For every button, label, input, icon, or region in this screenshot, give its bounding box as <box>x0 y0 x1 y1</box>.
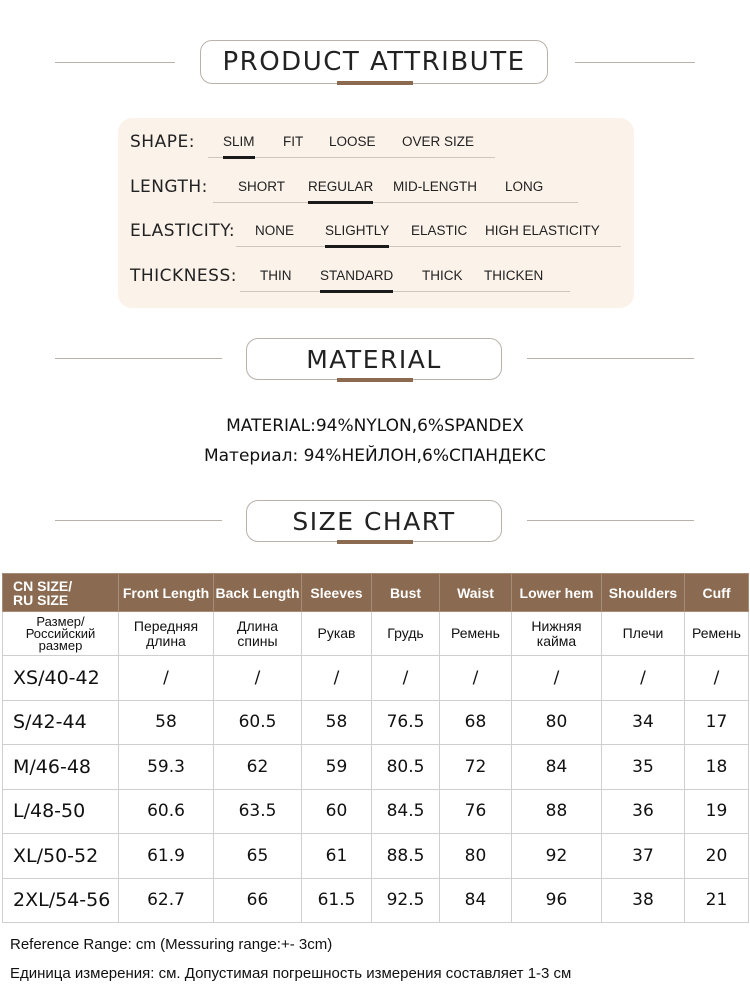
table-row <box>3 878 749 923</box>
measurement-cell: / <box>214 656 302 701</box>
attr-row-thickness <box>118 264 634 294</box>
measurement-cell: 96 <box>512 878 602 923</box>
attr-row-elasticity <box>118 219 634 249</box>
measurement-cell: / <box>602 656 685 701</box>
attr-option: SLIGHTLY <box>325 223 389 238</box>
material-en: MATERIAL:94%NYLON,6%SPANDEX <box>226 416 524 436</box>
measurement-cell: 60 <box>302 789 372 834</box>
measurement-cell: / <box>440 656 512 701</box>
table-header-row <box>3 574 749 612</box>
measurement-cell: 19 <box>685 789 749 834</box>
column-header: Cuff <box>685 574 749 612</box>
measurement-cell: 62.7 <box>119 878 214 923</box>
selected-mark <box>223 156 255 159</box>
measurement-cell: 88.5 <box>372 834 440 879</box>
selected-mark <box>320 290 393 293</box>
divider-line <box>527 358 694 359</box>
measurement-cell: 20 <box>685 834 749 879</box>
measurement-cell: 68 <box>440 700 512 745</box>
attr-option: LOOSE <box>329 134 376 149</box>
measurement-cell: 35 <box>602 745 685 790</box>
column-subheader: Грудь <box>372 612 440 656</box>
size-label-cell: S/42-44 <box>3 700 119 745</box>
measurement-cell: / <box>372 656 440 701</box>
section-title-attribute: PRODUCT ATTRIBUTE <box>200 40 548 84</box>
column-header: CN SIZE/ RU SIZE <box>3 574 119 612</box>
measurement-cell: 92 <box>512 834 602 879</box>
measurement-cell: 60.6 <box>119 789 214 834</box>
attr-option: SLIM <box>223 134 255 149</box>
measurement-cell: 84 <box>440 878 512 923</box>
measurement-cell: 36 <box>602 789 685 834</box>
attr-baseline <box>240 291 570 292</box>
attr-option: MID-LENGTH <box>393 179 477 194</box>
table-subheader-row <box>3 612 749 656</box>
measurement-cell: 61.9 <box>119 834 214 879</box>
column-header: Sleeves <box>302 574 372 612</box>
column-header: Front Length <box>119 574 214 612</box>
attr-option: ELASTIC <box>411 223 468 238</box>
footnote-en: Reference Range: cm (Messuring range:+- 3cm) <box>10 936 333 953</box>
attr-baseline <box>213 202 578 203</box>
measurement-cell: 72 <box>440 745 512 790</box>
size-label-cell: M/46-48 <box>3 745 119 790</box>
measurement-cell: 76.5 <box>372 700 440 745</box>
measurement-cell: 18 <box>685 745 749 790</box>
measurement-cell: 88 <box>512 789 602 834</box>
measurement-cell: 63.5 <box>214 789 302 834</box>
measurement-cell: / <box>119 656 214 701</box>
attr-option: OVER SIZE <box>402 134 475 149</box>
section-title-material: MATERIAL <box>246 338 502 380</box>
attr-option: NONE <box>255 223 295 238</box>
attr-label: ELASTICITY: <box>130 221 236 241</box>
title-accent-bar <box>337 81 413 85</box>
column-subheader: Плечи <box>602 612 685 656</box>
material-ru: Материал: 94%НЕЙЛОН,6%СПАНДЕКС <box>203 446 547 466</box>
attr-row-shape <box>118 130 634 160</box>
attr-option: REGULAR <box>308 179 373 194</box>
measurement-cell: / <box>512 656 602 701</box>
measurement-cell: 34 <box>602 700 685 745</box>
measurement-cell: 84 <box>512 745 602 790</box>
divider-line <box>55 62 175 63</box>
divider-line <box>527 520 694 521</box>
measurement-cell: 59.3 <box>119 745 214 790</box>
attr-label: THICKNESS: <box>130 266 237 286</box>
column-header: Bust <box>372 574 440 612</box>
column-subheader: Ремень <box>685 612 749 656</box>
attr-option: SHORT <box>238 179 286 194</box>
divider-line <box>55 358 222 359</box>
measurement-cell: 61.5 <box>302 878 372 923</box>
size-label-cell: L/48-50 <box>3 789 119 834</box>
measurement-cell: 65 <box>214 834 302 879</box>
size-label-cell: XL/50-52 <box>3 834 119 879</box>
table-row <box>3 656 749 701</box>
column-header: Waist <box>440 574 512 612</box>
measurement-cell: 37 <box>602 834 685 879</box>
measurement-cell: / <box>302 656 372 701</box>
measurement-cell: 76 <box>440 789 512 834</box>
attr-option: THIN <box>260 268 292 283</box>
attr-option: THICK <box>422 268 463 283</box>
measurement-cell: 80.5 <box>372 745 440 790</box>
attr-label: LENGTH: <box>130 177 208 197</box>
measurement-cell: 21 <box>685 878 749 923</box>
table-row <box>3 834 749 879</box>
column-subheader: Передняя длина <box>119 612 214 656</box>
measurement-cell: 92.5 <box>372 878 440 923</box>
column-subheader: Размер/ Российский размер <box>3 612 119 656</box>
measurement-cell: / <box>685 656 749 701</box>
column-subheader: Нижняя кайма <box>512 612 602 656</box>
title-accent-bar <box>337 540 413 544</box>
selected-mark <box>325 245 389 248</box>
column-header: Back Length <box>214 574 302 612</box>
measurement-cell: 66 <box>214 878 302 923</box>
measurement-cell: 38 <box>602 878 685 923</box>
measurement-cell: 80 <box>512 700 602 745</box>
divider-line <box>55 520 222 521</box>
attr-option: HIGH ELASTICITY <box>485 223 600 238</box>
measurement-cell: 60.5 <box>214 700 302 745</box>
measurement-cell: 58 <box>119 700 214 745</box>
size-chart-table <box>2 573 749 923</box>
title-accent-bar <box>337 378 413 382</box>
measurement-cell: 62 <box>214 745 302 790</box>
selected-mark <box>308 201 373 204</box>
attr-option: FIT <box>283 134 304 149</box>
column-subheader: Рукав <box>302 612 372 656</box>
attr-option: STANDARD <box>320 268 393 283</box>
measurement-cell: 17 <box>685 700 749 745</box>
attribute-panel <box>118 118 634 308</box>
attr-label: SHAPE: <box>130 132 195 152</box>
measurement-cell: 80 <box>440 834 512 879</box>
size-label-cell: 2XL/54-56 <box>3 878 119 923</box>
table-row <box>3 700 749 745</box>
divider-line <box>575 62 695 63</box>
column-header: Shoulders <box>602 574 685 612</box>
measurement-cell: 61 <box>302 834 372 879</box>
table-row <box>3 745 749 790</box>
measurement-cell: 84.5 <box>372 789 440 834</box>
attr-row-length <box>118 175 634 205</box>
size-label-cell: XS/40-42 <box>3 656 119 701</box>
section-title-size-chart: SIZE CHART <box>246 500 502 542</box>
attr-option: THICKEN <box>484 268 544 283</box>
column-subheader: Длина спины <box>214 612 302 656</box>
column-subheader: Ремень <box>440 612 512 656</box>
footnote-ru: Единица измерения: см. Допустимая погрешность измерения составляет 1-3 см <box>10 965 572 982</box>
measurement-cell: 58 <box>302 700 372 745</box>
attr-baseline <box>236 246 621 247</box>
measurement-cell: 59 <box>302 745 372 790</box>
attr-option: LONG <box>505 179 544 194</box>
column-header: Lower hem <box>512 574 602 612</box>
table-row <box>3 789 749 834</box>
